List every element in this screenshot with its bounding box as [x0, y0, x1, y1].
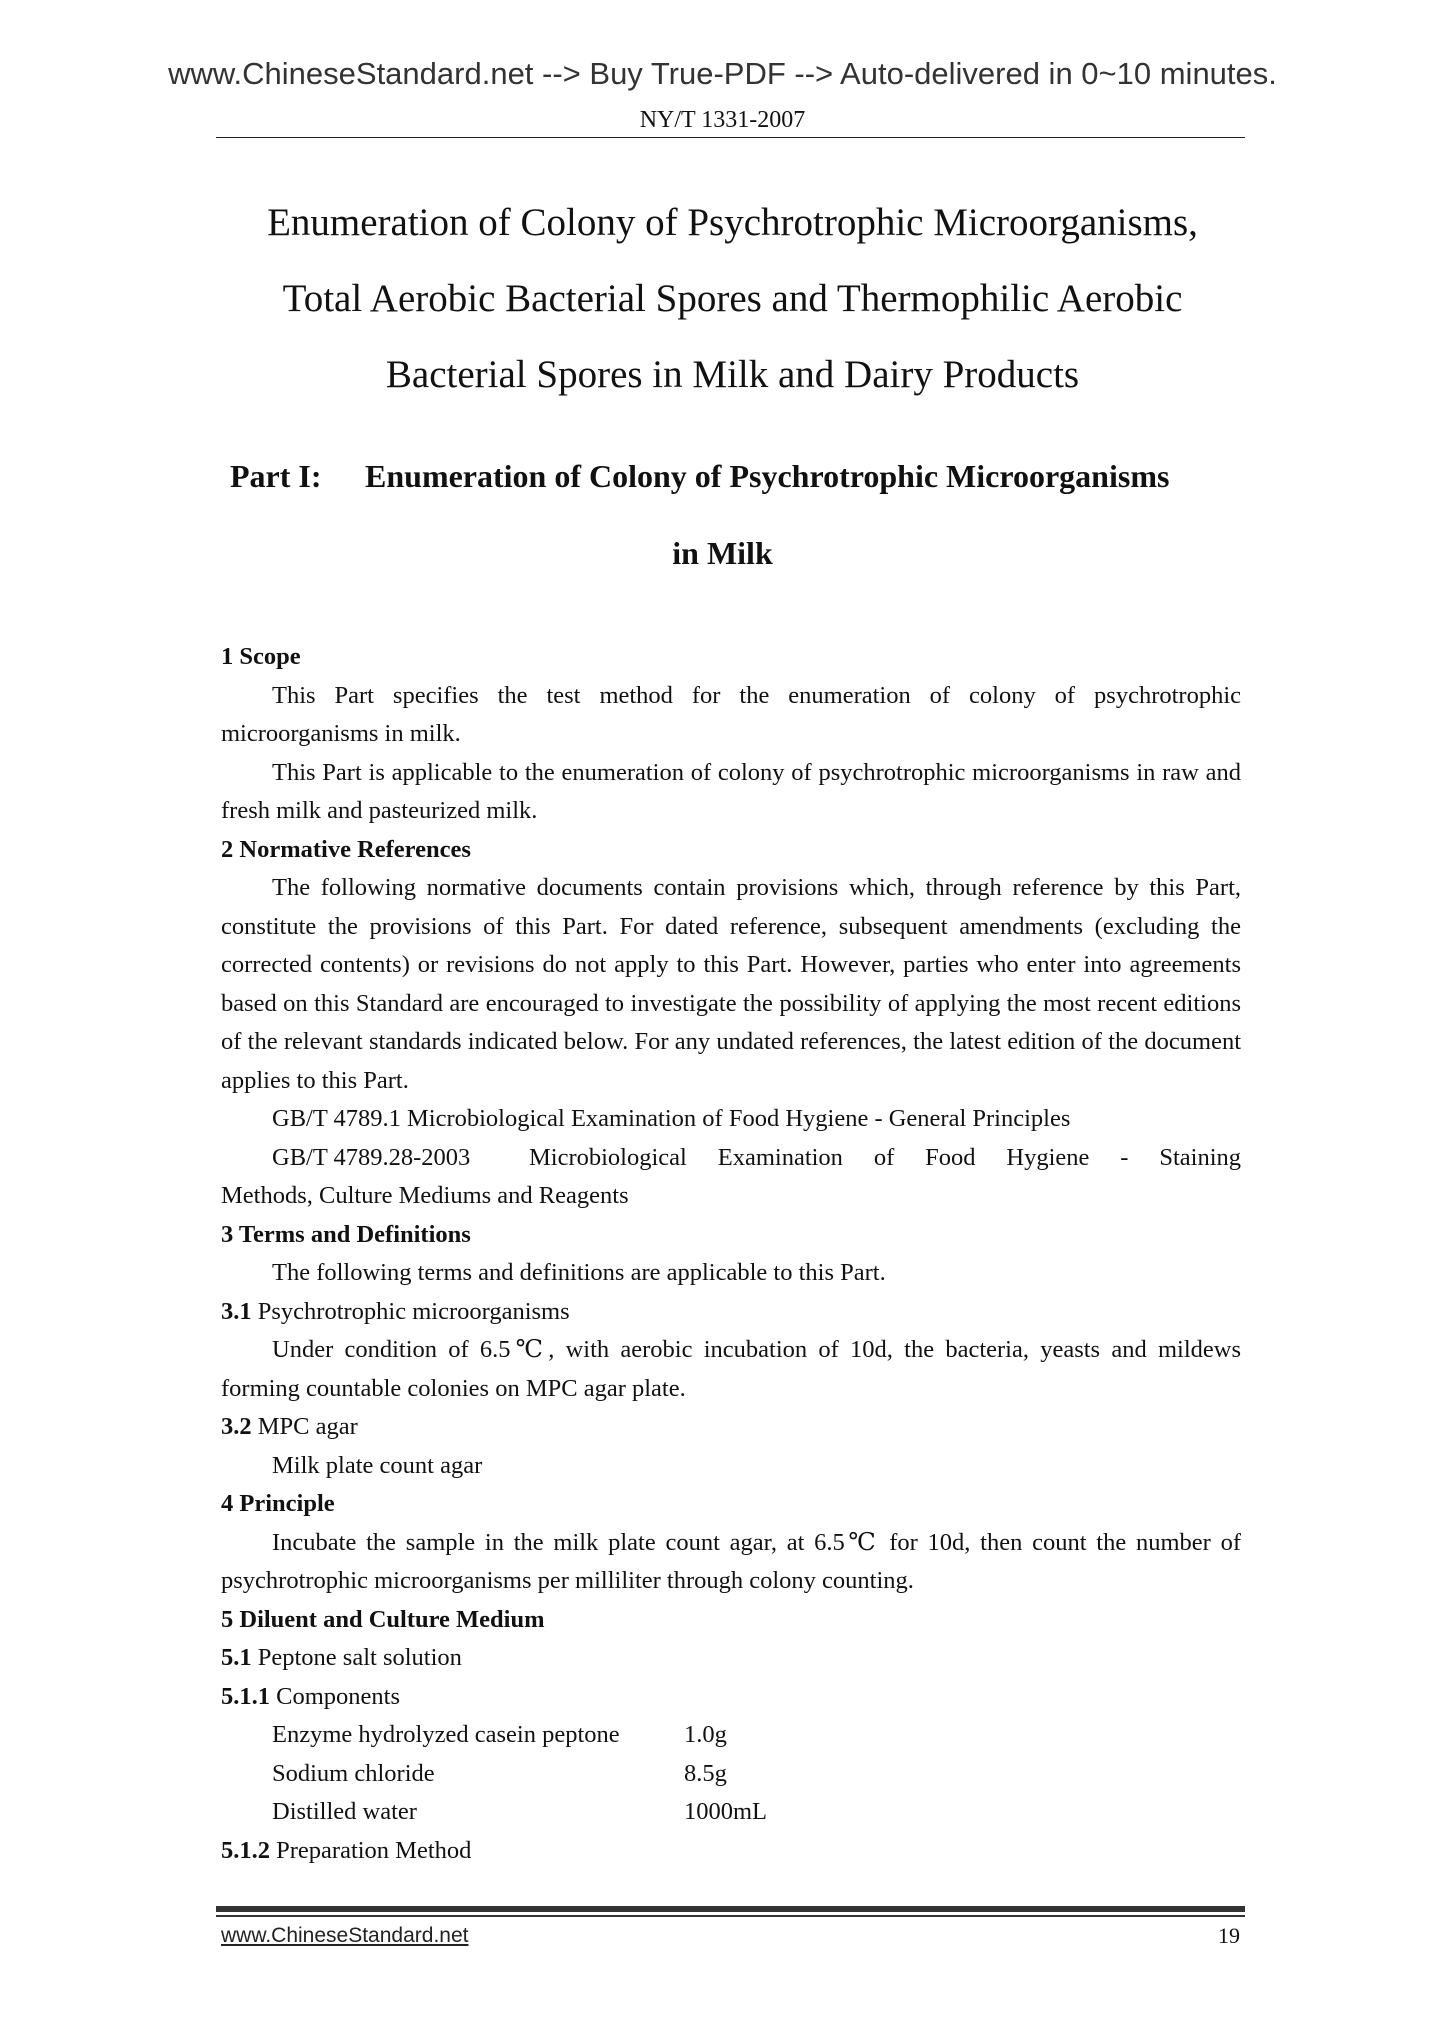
component-amount: 1000mL	[684, 1798, 768, 1825]
terms-heading: 3 Terms and Definitions	[221, 1220, 471, 1248]
reference-2-code: GB/T 4789.28-2003	[272, 1143, 471, 1171]
component-name: Sodium chloride	[272, 1759, 435, 1787]
header-banner: www.ChineseStandard.net --> Buy True-PDF --> Auto-delivered in 0~10 minutes.	[168, 56, 1277, 91]
document-title	[120, 185, 1345, 413]
section-5-1-2-number: 5.1.2	[221, 1836, 270, 1864]
reference-2-text: Microbiological Examination of Food Hygiene - Staining	[529, 1143, 1241, 1171]
term-3-2-definition: Milk plate count agar	[272, 1451, 483, 1479]
scope-heading: 1 Scope	[221, 643, 301, 670]
component-row	[221, 1755, 1241, 1794]
section-5-1-title: Peptone salt solution	[257, 1644, 462, 1671]
footer-rule-thin	[216, 1915, 1245, 1917]
term-3-2-title: MPC agar	[257, 1413, 358, 1440]
component-row	[221, 1793, 1241, 1832]
reference-2	[221, 1139, 1241, 1178]
terms-paragraph: The following terms and definitions are applicable to this Part.	[272, 1259, 886, 1286]
principle-paragraph: Incubate the sample in the milk plate count agar, at 6.5℃ for 10d, then count the number of psychrotrophic microorganisms per milliliter through colony counting.	[221, 1528, 1241, 1594]
part-title-line-2: in Milk	[672, 535, 773, 571]
normative-references-paragraph: The following normative documents contain provisions which, through reference by this Part, constitute the provisions of this Part. For dated reference, subsequent amendments (excluding the corrected contents) or revisions do not apply to this Part. However, parties who enter into agreements based on this Standard are encouraged to investigate the possibility of applying the most recent editions of the relevant standards indicated below. For any undated references, the latest edition of the document applies to this Part.	[221, 874, 1241, 1094]
scope-paragraph-2: This Part is applicable to the enumeration of colony of psychrotrophic microorganisms in raw and fresh milk and pasteurized milk.	[221, 758, 1241, 824]
component-amount: 8.5g	[684, 1759, 727, 1787]
reference-1: GB/T 4789.1 Microbiological Examination of Food Hygiene - General Principles	[272, 1105, 1071, 1132]
footer-rule-thick	[216, 1906, 1245, 1912]
header-rule	[216, 137, 1245, 138]
page-number: 19	[1218, 1923, 1240, 1948]
section-5-1	[221, 1639, 1241, 1678]
term-3-2	[221, 1408, 1241, 1447]
title-line-2: Total Aerobic Bacterial Spores and Thermophilic Aerobic	[282, 277, 1183, 320]
term-3-1-definition: Under condition of 6.5℃, with aerobic incubation of 10d, the bacteria, yeasts and mildews forming countable colonies on MPC agar plate.	[221, 1336, 1241, 1402]
section-5-1-1	[221, 1678, 1241, 1717]
principle-heading: 4 Principle	[221, 1490, 335, 1517]
component-name: Distilled water	[272, 1798, 417, 1825]
term-3-1-title: Psychrotrophic microorganisms	[257, 1297, 570, 1325]
standard-code: NY/T 1331-2007	[639, 107, 806, 133]
component-row	[221, 1716, 1241, 1755]
footer-site-link[interactable]: www.ChineseStandard.net	[221, 1924, 469, 1947]
component-amount: 1.0g	[684, 1721, 727, 1748]
section-5-1-number: 5.1	[221, 1644, 252, 1671]
diluent-heading: 5 Diluent and Culture Medium	[221, 1605, 545, 1633]
title-line-1: Enumeration of Colony of Psychrotrophic Microorganisms,	[267, 201, 1198, 244]
section-5-1-2-title: Preparation Method	[276, 1836, 472, 1864]
part-label: Part I:	[230, 458, 322, 494]
component-name: Enzyme hydrolyzed casein peptone	[272, 1721, 620, 1748]
section-5-1-1-title: Components	[276, 1682, 400, 1710]
scope-paragraph-1: This Part specifies the test method for the enumeration of colony of psychrotrophic microorganisms in milk.	[221, 681, 1241, 747]
document-body	[221, 638, 1241, 1870]
term-3-1	[221, 1293, 1241, 1332]
term-3-2-number: 3.2	[221, 1413, 252, 1440]
term-3-1-number: 3.1	[221, 1297, 252, 1325]
section-5-1-1-number: 5.1.1	[221, 1682, 270, 1710]
part-title-line-1: Enumeration of Colony of Psychrotrophic Microorganisms	[365, 458, 1170, 494]
reference-2-continuation: Methods, Culture Mediums and Reagents	[221, 1182, 629, 1209]
normative-references-heading: 2 Normative References	[221, 835, 471, 863]
title-line-3: Bacterial Spores in Milk and Dairy Products	[385, 353, 1080, 396]
section-5-1-2	[221, 1832, 1241, 1871]
